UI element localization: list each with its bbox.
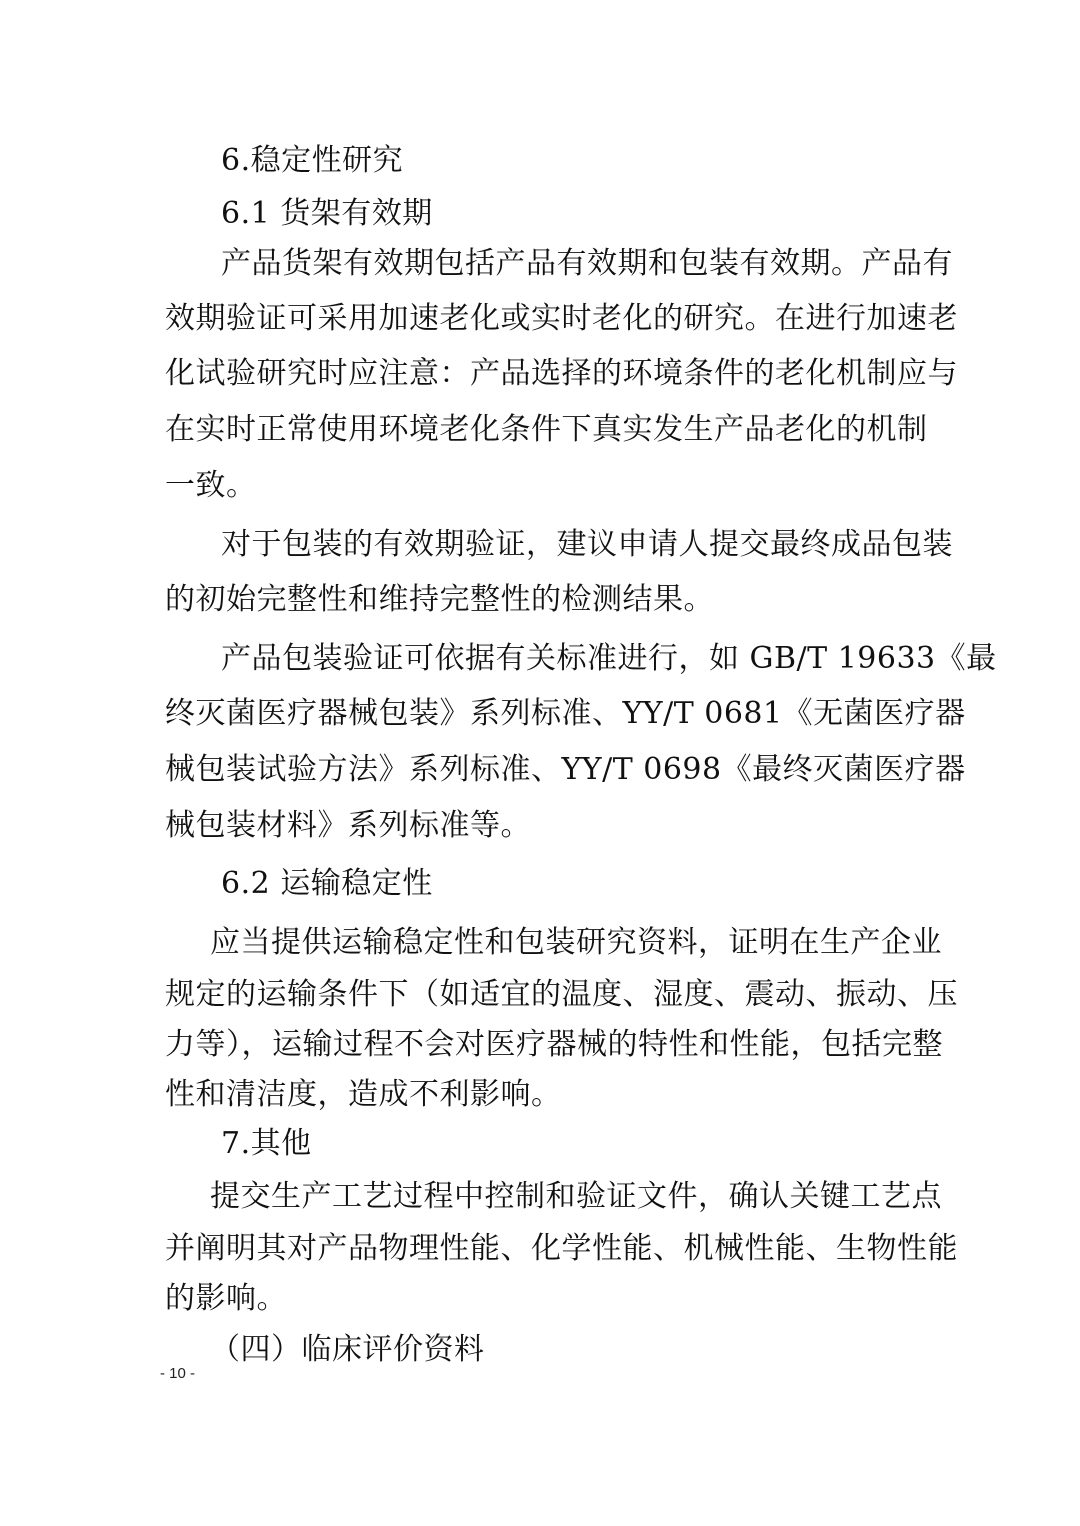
subsection-heading-shelf-life: 6.1 货架有效期 (221, 196, 433, 231)
paragraph-line: 效期验证可采用加速老化或实时老化的研究。在进行加速老 (165, 301, 958, 336)
paragraph-line: 并阐明其对产品物理性能、化学性能、机械性能、生物性能 (165, 1231, 958, 1266)
paragraph-line: 规定的运输条件下（如适宜的温度、湿度、震动、振动、压 (165, 977, 958, 1012)
section-heading-stability: 6.稳定性研究 (221, 143, 404, 178)
paragraph-line: 终灭菌医疗器械包装》系列标准、YY/T 0681《无菌医疗器 (165, 696, 966, 731)
paragraph-line: 力等），运输过程不会对医疗器械的特性和性能，包括完整 (165, 1027, 943, 1062)
paragraph-line: 产品包装验证可依据有关标准进行，如 GB/T 19633《最 (221, 641, 997, 676)
paragraph-line: 应当提供运输稳定性和包装研究资料，证明在生产企业 (210, 925, 942, 960)
section-heading-clinical-evaluation: （四）临床评价资料 (210, 1332, 485, 1367)
page-number: - 10 - (160, 1365, 196, 1382)
paragraph-line: 产品货架有效期包括产品有效期和包装有效期。产品有 (221, 246, 953, 281)
subsection-heading-transport: 6.2 运输稳定性 (221, 866, 433, 901)
paragraph-line: 械包装试验方法》系列标准、YY/T 0698《最终灭菌医疗器 (165, 752, 966, 787)
paragraph-line: 的影响。 (165, 1281, 287, 1316)
paragraph-line: 化试验研究时应注意：产品选择的环境条件的老化机制应与 (165, 356, 958, 391)
paragraph-line: 提交生产工艺过程中控制和验证文件，确认关键工艺点 (210, 1179, 942, 1214)
paragraph-line: 性和清洁度，造成不利影响。 (165, 1077, 562, 1112)
section-heading-other: 7.其他 (221, 1126, 312, 1161)
paragraph-line: 一致。 (165, 468, 257, 503)
paragraph-line: 在实时正常使用环境老化条件下真实发生产品老化的机制 (165, 412, 928, 447)
paragraph-line: 的初始完整性和维持完整性的检测结果。 (165, 582, 714, 617)
paragraph-line: 械包装材料》系列标准等。 (165, 808, 531, 843)
paragraph-line: 对于包装的有效期验证，建议申请人提交最终成品包装 (221, 527, 953, 562)
